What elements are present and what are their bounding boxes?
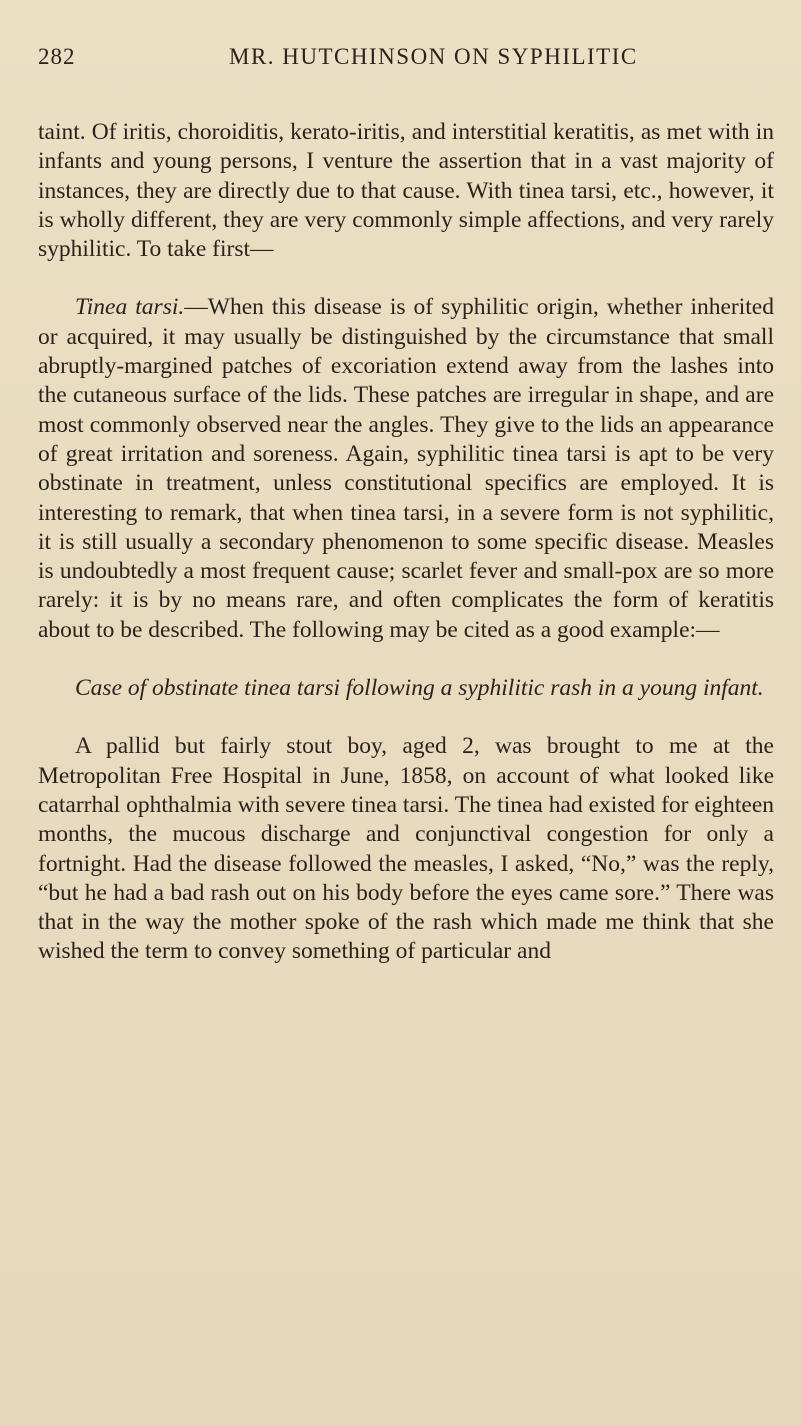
case-heading: Case of obstinate tinea tarsi following a syphilitic rash in a young infant. <box>75 675 764 702</box>
page-number: 282 <box>38 44 76 69</box>
running-head <box>38 44 773 74</box>
running-head-title: MR. HUTCHINSON ON SYPHILITIC <box>229 44 638 69</box>
tinea-tarsi-lead: Tinea tarsi. <box>75 294 185 321</box>
paragraph-iritis: taint. Of iritis, choroiditis, kerato-iritis, and interstitial keratitis, as met with in infants and young persons, I venture the assertion that in a vast majority of instances, they are directly due to that cause. With tinea tarsi, etc., however, it is wholly different, they are very commonly simple affections, and very rarely syphilitic. To take first— <box>38 119 774 263</box>
paragraph-tinea-tarsi <box>38 293 774 645</box>
tinea-tarsi-body: —When this disease is of syphilitic origin, whether inherited or acquired, it may usually be distinguished by the circumstance that small abruptly-margined patches of excoriation extend away from the lashes into the cutaneous surface of the lids. These patches are irregular in shape, and are most commonly observed near the angles. They give to the lids an appearance of great irritation and soreness. Again, syphilitic tinea tarsi is apt to be very obstinate in treatment, unless constitutional specifics are employed. It is interesting to remark, that when tinea tarsi, in a severe form is not syphilitic, it is still usually a secondary phenomenon to some specific disease. Measles is undoubtedly a most frequent cause; scarlet fever and small-pox are so more rarely: it is by no means rare, and often complicates the form of keratitis about to be described. The following may be cited as a good example:— <box>38 294 774 643</box>
body-text <box>38 118 774 967</box>
paragraph-case-report: A pallid but fairly stout boy, aged 2, was brought to me at the Metropolitan Free Hospital in June, 1858, on account of what looked like catarrhal ophthalmia with severe tinea tarsi. The tinea had existed for eighteen months, the mucous discharge and conjunctival congestion for only a fortnight. Had the disease followed the measles, I asked, “No,” was the reply, “but he had a bad rash out on his body before the eyes came sore.” There was that in the way the mother spoke of the rash which made me think that she wished the term to convey something of particular and <box>38 733 774 965</box>
